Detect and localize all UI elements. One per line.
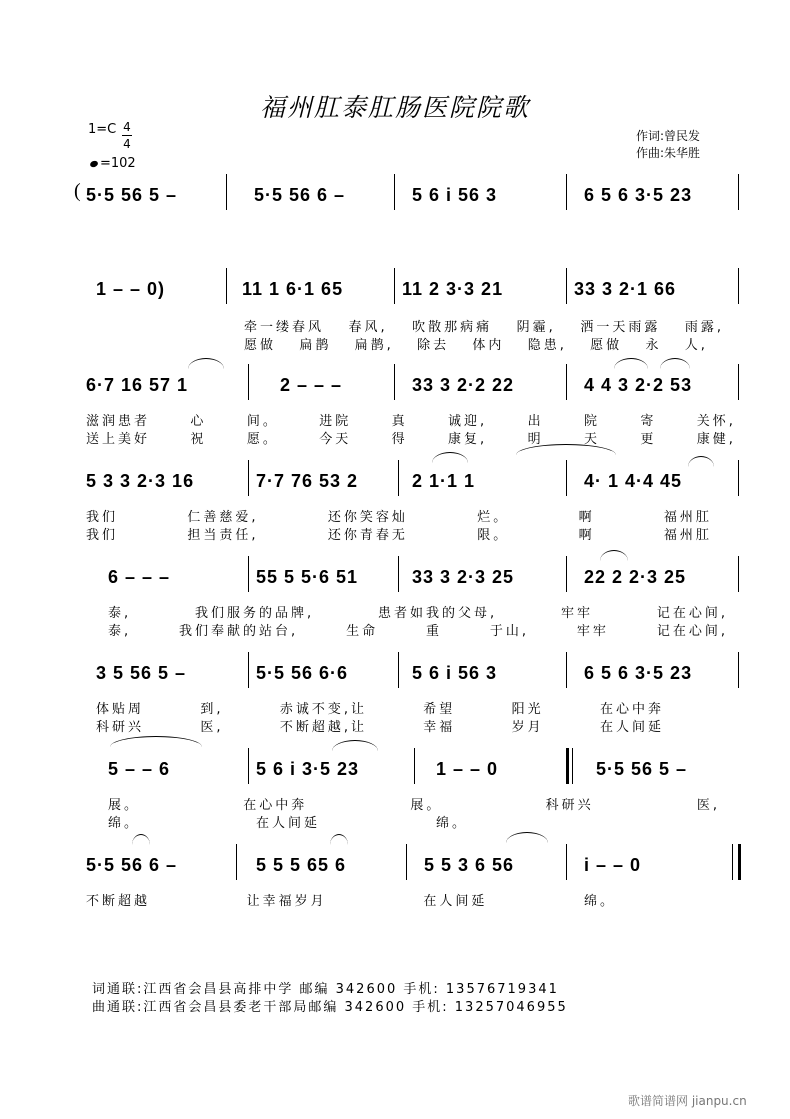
slur bbox=[188, 358, 224, 369]
lyric: 人, bbox=[684, 338, 708, 353]
lyric: 患者如我的父母, bbox=[377, 606, 498, 621]
time-bottom: 4 bbox=[123, 137, 131, 151]
lyric: 康复, bbox=[448, 432, 488, 447]
measure: 5 6 i 56 3 bbox=[412, 184, 498, 205]
lyric: 愿做 bbox=[590, 338, 623, 353]
lyric: 雨露, bbox=[684, 320, 724, 335]
measure: 22 2 2·3 25 bbox=[584, 566, 687, 587]
measure: 5 5 5 65 6 bbox=[256, 854, 347, 875]
lyric: 院 bbox=[583, 414, 600, 429]
lyric: 在人间延 bbox=[599, 720, 664, 735]
lyric: 吹散那病痛 bbox=[412, 320, 493, 335]
footer-composer-contact: 曲通联:江西省会昌县委老干部局邮编 342600 手机: 13257046955 bbox=[92, 1000, 568, 1015]
bar-line bbox=[398, 460, 399, 496]
bar-line bbox=[406, 844, 407, 880]
bar-line bbox=[566, 174, 567, 210]
lyric: 烂。 bbox=[477, 510, 510, 525]
measure: 4· 1 4·4 45 bbox=[584, 470, 683, 491]
slur bbox=[330, 834, 348, 845]
measure: 6 5 6 3·5 23 bbox=[584, 184, 693, 205]
lyric: 隐患, bbox=[527, 338, 567, 353]
lyric: 让幸福岁月 bbox=[246, 894, 327, 909]
slur bbox=[614, 358, 648, 369]
lyric: 在心中奔 bbox=[243, 798, 308, 813]
lyric: 于山, bbox=[489, 624, 530, 639]
lyric: 关怀, bbox=[696, 414, 736, 429]
measure: 5·5 56 6 – bbox=[86, 854, 178, 875]
lyric: 我们服务的品牌, bbox=[194, 606, 315, 621]
lyric: 天 bbox=[583, 432, 600, 447]
lyric: 牵一缕春风 bbox=[244, 320, 325, 335]
repeat-paren: ( bbox=[74, 180, 81, 202]
lyric: 啊 bbox=[578, 528, 595, 543]
bar-line bbox=[398, 556, 399, 592]
lyric: 赤诚不变,让 bbox=[279, 702, 367, 717]
lyrics-line-1 bbox=[244, 316, 724, 334]
lyric: 仁善慈爱, bbox=[187, 510, 259, 525]
lyrics-line-1 bbox=[96, 698, 664, 716]
slur bbox=[132, 834, 150, 845]
measure: 6 – – – bbox=[108, 566, 171, 587]
repeat-bar-line bbox=[566, 748, 569, 784]
lyric: 除去 bbox=[417, 338, 450, 353]
score-row bbox=[0, 754, 790, 784]
lyric: 真 bbox=[391, 414, 408, 429]
tempo-marking bbox=[90, 156, 136, 171]
lyric: 体内 bbox=[472, 338, 505, 353]
bar-line bbox=[738, 460, 739, 496]
lyrics-line-1 bbox=[86, 890, 616, 908]
bar-line bbox=[566, 268, 567, 304]
bar-line bbox=[226, 268, 227, 304]
lyric: 在心中奔 bbox=[599, 702, 664, 717]
bar-line bbox=[398, 652, 399, 688]
bar-line bbox=[236, 844, 237, 880]
lyric: 康健, bbox=[696, 432, 736, 447]
bar-line bbox=[248, 364, 249, 400]
lyric: 愿。 bbox=[246, 432, 279, 447]
lyrics-line-1 bbox=[108, 602, 728, 620]
lyric: 愿做 bbox=[244, 338, 277, 353]
measure: 5 3 3 2·3 16 bbox=[86, 470, 195, 491]
measure: 5 6 i 3·5 23 bbox=[256, 758, 360, 779]
lyric: 我们 bbox=[86, 528, 119, 543]
lyric: 不断超越 bbox=[86, 894, 151, 909]
measure: 3 5 56 5 – bbox=[96, 662, 187, 683]
bar-line bbox=[738, 556, 739, 592]
lyrics-line-2 bbox=[96, 716, 664, 734]
lyrics-line-1 bbox=[108, 794, 720, 812]
measure: 55 5 5·6 51 bbox=[256, 566, 359, 587]
bar-line bbox=[738, 174, 739, 210]
lyric: 岁月 bbox=[511, 720, 544, 735]
lyrics-line-2 bbox=[86, 428, 736, 446]
composer: 作曲:朱华胜 bbox=[636, 146, 701, 160]
lyric: 在人间延 bbox=[423, 894, 488, 909]
lyric: 担当责任, bbox=[187, 528, 259, 543]
measure: 33 3 2·1 66 bbox=[574, 278, 677, 299]
song-title: 福州肛泰肛肠医院院歌 bbox=[259, 93, 530, 122]
final-bar-line bbox=[738, 844, 741, 880]
lyric: 啊 bbox=[578, 510, 595, 525]
lyric: 今天 bbox=[319, 432, 352, 447]
bar-line bbox=[566, 652, 567, 688]
bar-line bbox=[738, 364, 739, 400]
lyric: 科研兴 bbox=[96, 720, 145, 735]
key-signature: 1=C bbox=[88, 122, 117, 137]
lyric: 洒一天雨露 bbox=[580, 320, 661, 335]
lyric: 不断超越,让 bbox=[279, 720, 367, 735]
score-row bbox=[0, 466, 790, 496]
lyric: 记在心间, bbox=[656, 606, 728, 621]
bar-line bbox=[566, 460, 567, 496]
lyric: 展。 bbox=[410, 798, 443, 813]
credits bbox=[636, 128, 700, 162]
bar-line bbox=[566, 556, 567, 592]
tempo-value: =102 bbox=[100, 156, 136, 171]
final-bar-line bbox=[732, 844, 733, 880]
measure: 5·5 56 6·6 bbox=[256, 662, 349, 683]
lyric: 春风, bbox=[348, 320, 388, 335]
slur bbox=[506, 832, 548, 843]
measure: 2 1·1 1 bbox=[412, 470, 476, 491]
measure: 11 1 6·1 65 bbox=[242, 278, 344, 299]
slur bbox=[600, 550, 628, 561]
score-row bbox=[0, 658, 790, 688]
lyric: 福州肛 bbox=[663, 528, 712, 543]
measure: 1 – – 0 bbox=[436, 758, 499, 779]
lyric: 在人间延 bbox=[255, 816, 320, 831]
bar-line bbox=[572, 748, 573, 784]
lyric: 医, bbox=[200, 720, 224, 735]
lyric: 体贴周 bbox=[96, 702, 145, 717]
watermark: 歌谱简谱网 jianpu.cn bbox=[628, 1094, 747, 1108]
lyric: 希望 bbox=[423, 702, 456, 717]
slur bbox=[332, 740, 378, 751]
lyric: 明 bbox=[527, 432, 544, 447]
measure: 5·5 56 5 – bbox=[86, 184, 178, 205]
measure: 1 – – 0) bbox=[96, 278, 166, 299]
measure: 33 3 2·3 25 bbox=[412, 566, 515, 587]
lyrics-line-2 bbox=[86, 524, 712, 542]
lyric: 阴霾, bbox=[516, 320, 556, 335]
measure: 5 6 i 56 3 bbox=[412, 662, 498, 683]
footer-lyricist-contact: 词通联:江西省会昌县高排中学 邮编 342600 手机: 13576719341 bbox=[92, 982, 559, 997]
lyric: 绵。 bbox=[583, 894, 616, 909]
lyric: 科研兴 bbox=[545, 798, 594, 813]
bar-line bbox=[226, 174, 227, 210]
measure: 33 3 2·2 22 bbox=[412, 374, 515, 395]
bar-line bbox=[738, 652, 739, 688]
bar-line bbox=[738, 268, 739, 304]
slur bbox=[432, 452, 468, 463]
lyric: 间。 bbox=[246, 414, 279, 429]
lyric: 记在心间, bbox=[656, 624, 728, 639]
lyrics-line-2 bbox=[244, 334, 708, 352]
lyric: 更 bbox=[640, 432, 657, 447]
lyric: 扁鹊, bbox=[354, 338, 394, 353]
lyric: 阳光 bbox=[511, 702, 544, 717]
measure: 7·7 76 53 2 bbox=[256, 470, 359, 491]
lyric: 送上美好 bbox=[86, 432, 151, 447]
bar-line bbox=[566, 364, 567, 400]
bar-line bbox=[394, 364, 395, 400]
bar-line bbox=[248, 748, 249, 784]
lyrics-line-1 bbox=[86, 506, 712, 524]
measure: 4 4 3 2·2 53 bbox=[584, 374, 693, 395]
lyrics-line-1 bbox=[86, 410, 736, 428]
measure: 2 – – – bbox=[280, 374, 343, 395]
lyric: 绵。 bbox=[435, 816, 468, 831]
score-row bbox=[0, 370, 790, 400]
lyric: 还你笑容灿 bbox=[327, 510, 408, 525]
measure: 11 2 3·3 21 bbox=[402, 278, 504, 299]
lyric: 得 bbox=[391, 432, 408, 447]
lyric: 医, bbox=[696, 798, 720, 813]
measure: 6 5 6 3·5 23 bbox=[584, 662, 693, 683]
score-row bbox=[0, 180, 790, 210]
lyricist: 作词:曾民发 bbox=[636, 129, 701, 143]
lyric: 泰, bbox=[108, 624, 132, 639]
bar-line bbox=[414, 748, 415, 784]
lyric: 绵。 bbox=[108, 816, 141, 831]
score-row bbox=[0, 850, 790, 880]
lyric: 祝 bbox=[190, 432, 207, 447]
lyric: 限。 bbox=[477, 528, 510, 543]
lyric: 我们 bbox=[86, 510, 119, 525]
time-signature bbox=[122, 120, 132, 151]
lyric: 福州肛 bbox=[663, 510, 712, 525]
measure: i – – 0 bbox=[584, 854, 642, 875]
bar-line bbox=[566, 844, 567, 880]
lyric: 到, bbox=[200, 702, 224, 717]
lyric: 重 bbox=[425, 624, 442, 639]
quarter-note-icon bbox=[89, 159, 99, 167]
lyric: 进院 bbox=[319, 414, 352, 429]
measure: 5 – – 6 bbox=[108, 758, 171, 779]
score-row bbox=[0, 562, 790, 592]
lyric: 泰, bbox=[108, 606, 132, 621]
lyrics-line-2 bbox=[108, 620, 728, 638]
lyric: 展。 bbox=[108, 798, 141, 813]
lyric: 牢牢 bbox=[576, 624, 609, 639]
lyric: 生命 bbox=[346, 624, 379, 639]
score-row bbox=[0, 274, 790, 304]
lyric: 心 bbox=[190, 414, 207, 429]
lyric: 还你青春无 bbox=[327, 528, 408, 543]
measure: 6·7 16 57 1 bbox=[86, 374, 189, 395]
lyric: 诚迎, bbox=[448, 414, 488, 429]
lyric: 幸福 bbox=[423, 720, 456, 735]
slur bbox=[660, 358, 690, 369]
lyric: 牢牢 bbox=[560, 606, 593, 621]
bar-line bbox=[394, 268, 395, 304]
lyric: 出 bbox=[527, 414, 544, 429]
bar-line bbox=[394, 174, 395, 210]
measure: 5·5 56 6 – bbox=[254, 184, 346, 205]
lyric: 扁鹊 bbox=[299, 338, 332, 353]
lyric: 寄 bbox=[640, 414, 657, 429]
lyric: 永 bbox=[645, 338, 662, 353]
bar-line bbox=[248, 652, 249, 688]
lyrics-line-2 bbox=[108, 812, 468, 830]
measure: 5 5 3 6 56 bbox=[424, 854, 515, 875]
lyric: 我们奉献的站台, bbox=[179, 624, 299, 639]
measure: 5·5 56 5 – bbox=[596, 758, 688, 779]
bar-line bbox=[248, 460, 249, 496]
time-top: 4 bbox=[123, 120, 131, 134]
lyric: 滋润患者 bbox=[86, 414, 151, 429]
slur bbox=[110, 736, 202, 747]
bar-line bbox=[248, 556, 249, 592]
